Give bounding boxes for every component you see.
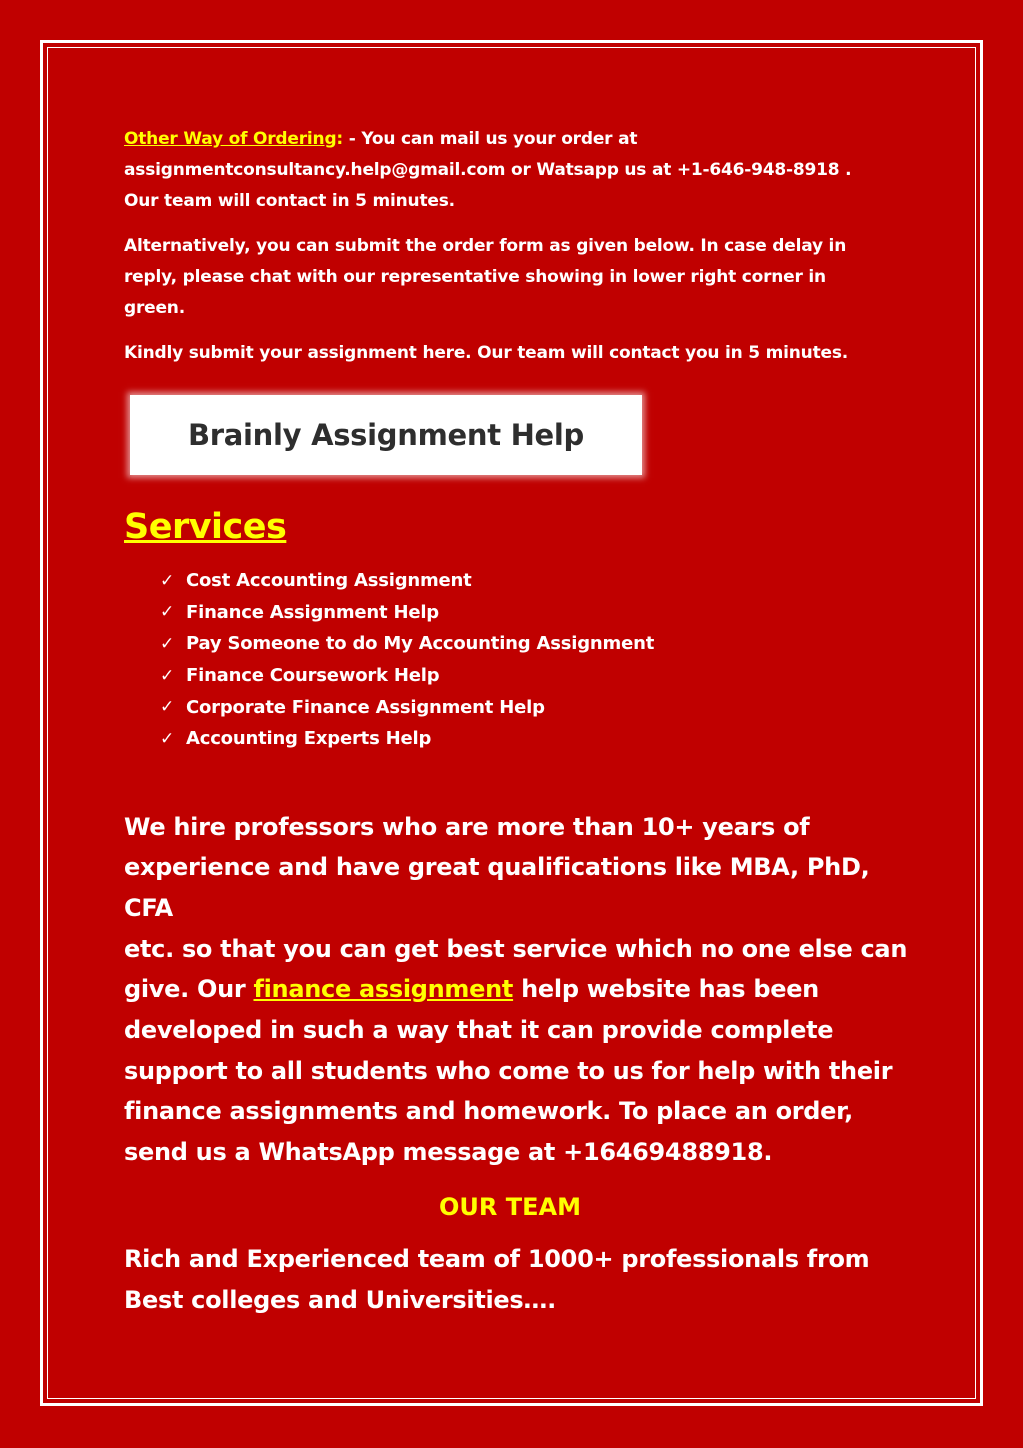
list-item [160, 628, 914, 660]
service-label: Pay Someone to do My Accounting Assignment [186, 633, 655, 655]
services-heading: Services [124, 507, 287, 547]
professors-line6: support to all students who come to us for help with their [124, 1056, 893, 1085]
list-item [160, 597, 914, 629]
service-label: Cost Accounting Assignment [186, 570, 472, 592]
professors-line7: finance assignments and homework. To place an order, [124, 1097, 853, 1126]
ordering-text-line1: - You can mail us your order at [343, 129, 638, 149]
list-item [160, 723, 914, 755]
list-item [160, 691, 914, 723]
ordering-text-line3: Our team will contact in 5 minutes. [124, 191, 455, 211]
ordering-text-line2: assignmentconsultancy.help@gmail.com or Watsapp us at +1-646-948-8918 . [124, 160, 852, 180]
professors-line2: experience and have great qualifications like MBA, PhD, CFA [124, 853, 870, 922]
check-icon: ✓ [160, 633, 175, 654]
services-list [160, 565, 914, 755]
team-line2: Best colleges and Universities…. [124, 1285, 556, 1314]
service-label: Finance Assignment Help [186, 601, 439, 623]
check-icon: ✓ [160, 728, 175, 749]
team-line1: Rich and Experienced team of 1000+ professionals from [124, 1244, 870, 1273]
submit-text: Kindly submit your assignment here. Our team will contact you in 5 minutes. [124, 343, 849, 363]
ordering-colon: : [336, 129, 344, 149]
alternative-line2: reply, please chat with our representative showing in lower right corner in [124, 267, 826, 287]
service-label: Accounting Experts Help [186, 728, 432, 750]
alternative-paragraph [124, 231, 914, 324]
check-icon: ✓ [160, 570, 175, 591]
check-icon: ✓ [160, 665, 175, 686]
professors-line5: developed in such a way that it can provide complete [124, 1016, 834, 1045]
professors-line3: etc. so that you can get best service which no one else can [124, 934, 908, 963]
professors-line8: send us a WhatsApp message at +16469488918. [124, 1138, 773, 1167]
list-item [160, 565, 914, 597]
ordering-paragraph [124, 124, 914, 217]
brainly-logo-text: Brainly Assignment Help [187, 418, 585, 452]
page-content [124, 124, 914, 1320]
service-label: Finance Coursework Help [186, 665, 440, 687]
brainly-logo-banner[interactable] [130, 395, 642, 475]
professors-line4-pre: give. Our [124, 975, 254, 1004]
alternative-line3: green. [124, 298, 185, 318]
our-team-heading: OUR TEAM [439, 1192, 581, 1221]
professors-paragraph [124, 807, 914, 1173]
professors-line1: We hire professors who are more than 10+ years of [124, 812, 810, 841]
ordering-label-link[interactable]: Other Way of Ordering [124, 129, 337, 149]
alternative-line1: Alternatively, you can submit the order form as given below. In case delay in [124, 236, 847, 256]
team-paragraph [124, 1239, 914, 1320]
list-item [160, 660, 914, 692]
finance-assignment-link[interactable]: finance assignment [253, 975, 514, 1004]
check-icon: ✓ [160, 697, 175, 718]
check-icon: ✓ [160, 602, 175, 623]
service-label: Corporate Finance Assignment Help [186, 696, 545, 718]
professors-line4-post: help website has been [513, 975, 819, 1004]
